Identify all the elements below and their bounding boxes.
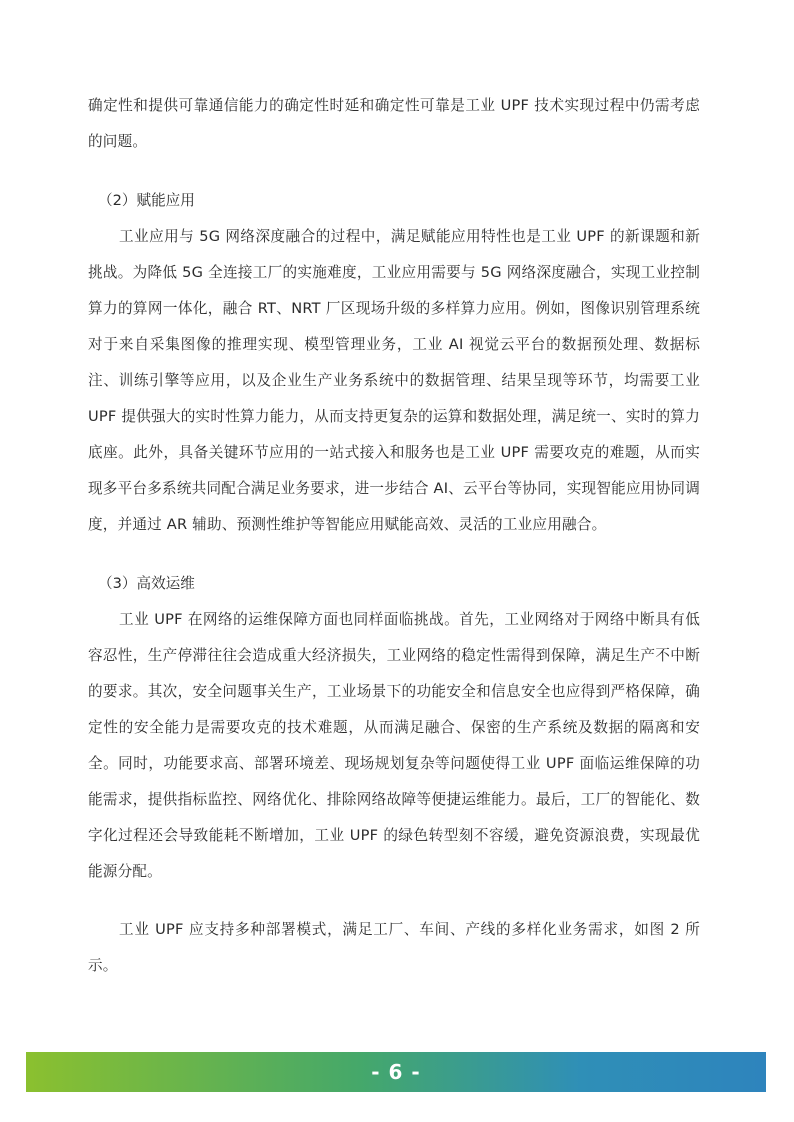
section-heading-efficient-operations: （3）高效运维	[98, 575, 195, 592]
page-body	[88, 88, 700, 984]
paragraph-gap	[88, 890, 700, 912]
paragraph-continuation: 确定性和提供可靠通信能力的确定性时延和确定性可靠是工业 UPF 技术实现过程中仍需考虑的问题。	[88, 97, 700, 150]
paragraph-empowering-applications: 工业应用与 5G 网络深度融合的过程中，满足赋能应用特性也是工业 UPF 的新课题和新挑战。为降低 5G 全连接工厂的实施难度，工业应用需要与 5G 网络深度融合，实现工业控制算力的算网一体化，融合 RT、NRT 厂区现场升级的多样算力应用。例如，图像识别管理系统对于来自采集图像的推理实现、模型管理业务，工业 AI 视觉云平台的数据预处理、数据标注、训练引擎等应用，以及企业生产业务系统中的数据管理、结果呈现等环节，均需要工业 UPF 提供强大的实时性算力能力，从而支持更复杂的运算和数据处理，满足统一、实时的算力底座。此外，具备关键环节应用的一站式接入和服务也是工业 UPF 需要攻克的难题，从而实现多平台多系统共同配合满足业务要求，进一步结合 AI、云平台等协同，实现智能应用协同调度，并通过 AR 辅助、预测性维护等智能应用赋能高效、灵活的工业应用融合。	[88, 228, 700, 533]
paragraph-gap	[88, 543, 700, 566]
paragraph-efficient-operations: 工业 UPF 在网络的运维保障方面也同样面临挑战。首先，工业网络对于网络中断具有低容忍性，生产停滞往往会造成重大经济损失，工业网络的稳定性需得到保障，满足生产不中断的要求。其次，安全问题事关生产，工业场景下的功能安全和信息安全也应得到严格保障，确定性的安全能力是需要攻克的技术难题，从而满足融合、保密的生产系统及数据的隔离和安全。同时，功能要求高、部署环境差、现场规划复杂等问题使得工业 UPF 面临运维保障的功能需求，提供指标监控、网络优化、排除网络故障等便捷运维能力。最后，工厂的智能化、数字化过程还会导致能耗不断增加，工业 UPF 的绿色转型刻不容缓，避免资源浪费，实现最优能源分配。	[88, 611, 700, 880]
page-number: - 6 -	[371, 1060, 421, 1084]
footer-bar	[26, 1052, 766, 1092]
paragraph-gap	[88, 160, 700, 183]
paragraph-deployment-modes: 工业 UPF 应支持多种部署模式，满足工厂、车间、产线的多样化业务需求，如图 2 所示。	[88, 921, 700, 974]
section-heading-empowering-applications: （2）赋能应用	[98, 192, 195, 209]
